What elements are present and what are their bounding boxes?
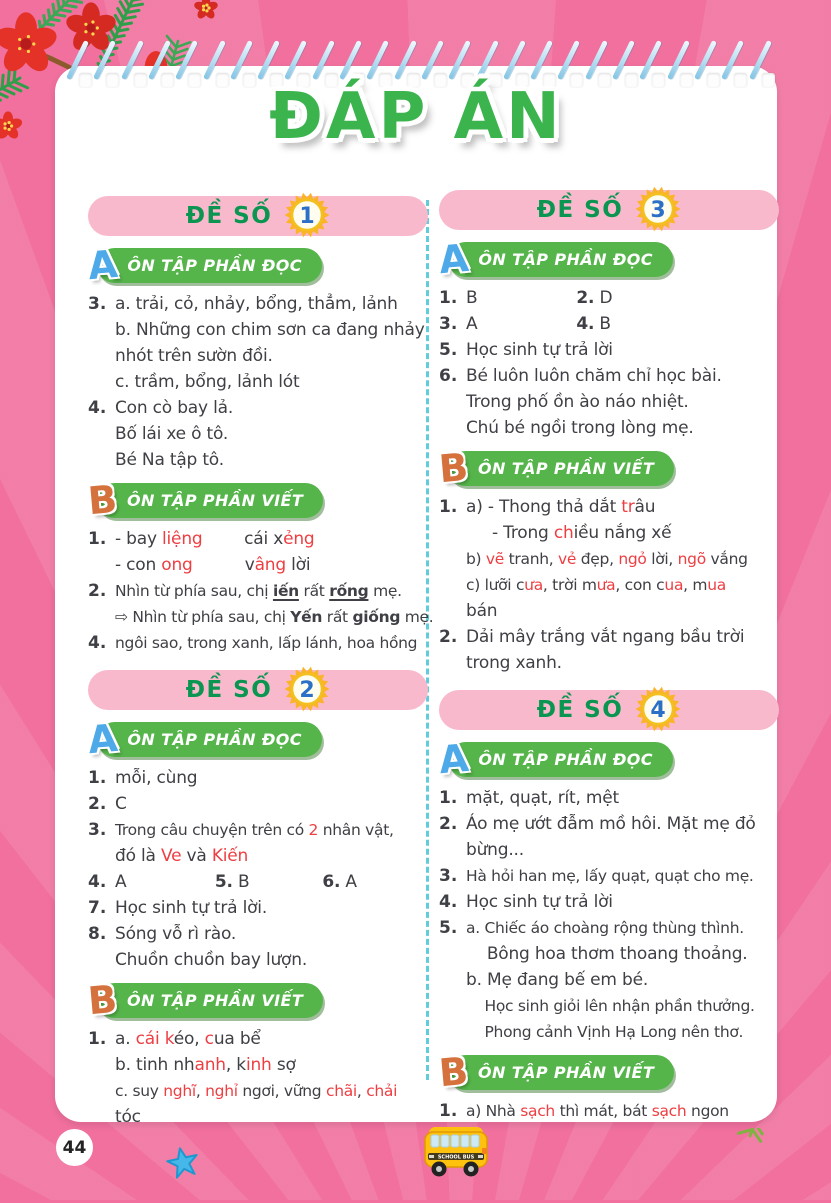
text-run: b. Những con chim sơn ca đang nhảy [115,320,425,340]
text-run: vẻ [558,550,576,568]
text-run: tr [621,497,634,517]
test-header [439,190,779,230]
answer-lines [466,311,779,337]
item-number: 4. [88,630,115,656]
text-run: a. [115,1029,136,1049]
text-run: Nhìn từ phía sau, chị [115,582,273,600]
part-header [439,449,779,487]
text-run: a) Nhà [466,1102,520,1120]
answer-line [115,630,428,656]
text-run: Ve [161,846,181,866]
item-number: 4. [88,395,115,421]
text-run: Kiến [212,846,248,866]
text-run: ong [161,555,192,575]
answer-line [466,1019,779,1045]
item-number: 1. [88,526,115,552]
text-run: v [245,555,255,575]
answer-item [88,395,428,473]
part-header [88,720,428,758]
test-header [88,670,428,710]
text-run: âu [635,497,656,517]
text-run [203,529,245,549]
letter-b-icon: B [437,448,469,488]
text-run: ua bể [214,1029,261,1049]
text-run [477,314,576,334]
page-number-badge: 44 [56,1129,93,1166]
answer-item [439,337,779,363]
text-run: chãi [326,1082,357,1100]
text-run: nhân vật, [318,821,394,839]
text-run: c) lưỡi c [466,576,524,594]
answer-line [115,369,428,395]
answer-line [115,1052,428,1078]
text-run: , [196,1082,205,1100]
sun-number-badge [284,192,330,238]
svg-text:4: 4 [651,698,666,723]
part-header [439,240,779,278]
text-run: a. Chiếc áo choàng rộng thùng thình. [466,919,744,937]
letter-b-icon: B [86,480,118,520]
fern-leaf-icon [700,1128,780,1203]
text-run: 6. [322,872,340,892]
text-run: ưa [524,576,543,594]
answer-item [88,895,428,921]
answer-line [115,765,428,791]
text-run: - con [115,555,161,575]
test-title: ĐỀ SỐ [186,677,273,703]
answer-lines [115,578,428,630]
text-run: - Trong [466,523,554,543]
text-run: thì mát, bát [555,1102,652,1120]
text-run: B [233,872,250,892]
text-run: nghỉ [205,1082,238,1100]
text-run: B [594,314,611,334]
answer-item [439,785,779,811]
text-run: iều nắng xế [574,523,672,543]
text-run: Dải mây trắng vắt ngang bầu trời [466,627,744,647]
text-run: Chuồn chuồn bay lượn. [115,950,307,970]
item-number: 4. [439,889,466,915]
text-run: Học sinh tự trả lời [466,340,613,360]
answer-item [439,624,779,676]
text-run: iến [273,582,299,600]
answer-line [466,389,779,415]
text-run: ⇨ Nhìn từ phía sau, chị [115,608,290,626]
text-run: Học sinh tự trả lời [466,892,613,912]
answer-line [115,791,428,817]
text-run: liệng [162,529,202,549]
item-number: 1. [88,1026,115,1052]
text-run: , m [683,576,707,594]
answer-line [466,993,779,1019]
item-number: 1. [439,285,466,311]
text-run: C [115,794,127,814]
answer-item [88,526,428,578]
answer-line [115,395,428,421]
answer-line [466,598,779,624]
answer-lines [466,494,779,624]
answer-line [466,624,779,650]
text-run: Bé Na tập tô. [115,450,224,470]
text-run: Hà hỏi han mẹ, lấy quạt, quạt cho mẹ. [466,867,754,885]
sun-number-badge [284,666,330,712]
answer-line [115,843,428,869]
text-run: inh [246,1055,272,1075]
text-run: và [181,846,212,866]
text-run: a. trải, cỏ, nhảy, bổng, thẳm, lảnh [115,294,398,314]
text-run: B [466,288,477,308]
part-header [88,481,428,519]
svg-text:SCHOOL BUS: SCHOOL BUS [438,1155,475,1161]
text-run: nghĩ [163,1082,196,1100]
item-number: 2. [439,624,466,650]
answer-item [88,578,428,630]
item-number: 2. [88,578,115,604]
text-run: , con c [615,576,664,594]
answer-line [466,811,779,837]
answer-lines [115,921,428,973]
svg-text:1: 1 [300,204,315,229]
text-run: bán [466,601,497,621]
answer-line [466,863,779,889]
text-run [193,555,245,575]
answer-line [466,650,779,676]
text-run: , [357,1082,366,1100]
text-run: , k [226,1055,246,1075]
school-bus-icon [418,1122,494,1182]
item-number: 5. [439,915,466,941]
text-run: vẽ [486,550,504,568]
answer-item [439,811,779,863]
answer-line [115,447,428,473]
part-label-pill: ÔN TẬP PHẦN ĐỌC [448,742,672,777]
text-run [477,288,576,308]
answer-lines [115,1026,428,1130]
letter-a-icon: A [437,739,470,779]
text-run: ưa [597,576,616,594]
answer-item [439,494,779,624]
answer-item [88,291,428,395]
item-number: 6. [439,363,466,389]
answer-item [88,869,428,895]
letter-a-icon: A [86,719,119,759]
notebook-page [55,66,777,1122]
text-run: - bay [115,529,162,549]
answer-lines [115,630,428,656]
text-run [126,872,214,892]
text-run: cái [136,1029,160,1049]
answer-lines [466,785,779,811]
text-run: Học sinh giỏi lên nhận phần thưởng. [466,997,755,1015]
text-run: rất [322,608,352,626]
answer-line [466,915,779,941]
part-label-pill: ÔN TẬP PHẦN ĐỌC [97,248,321,283]
test-title: ĐỀ SỐ [537,697,624,723]
answer-line [466,415,779,441]
text-run: 2 [309,821,319,839]
text-run: c [205,1029,214,1049]
part-label-pill: ÔN TẬP PHẦN ĐỌC [448,242,672,277]
text-run: Phong cảnh Vịnh Hạ Long nên thơ. [466,1023,743,1041]
text-run: tóc [115,1107,141,1127]
text-run: b. tinh nh [115,1055,195,1075]
answer-item [88,1026,428,1130]
page-title: ĐÁP ÁN [55,80,777,154]
text-run: Bố lái xe ô tô. [115,424,228,444]
text-run: Học sinh tự trả lời. [115,898,267,918]
sun-number-badge [635,186,681,232]
text-run: ch [554,523,574,543]
text-run: ngon [686,1102,728,1120]
answer-line [115,921,428,947]
item-number: 2. [439,811,466,837]
answer-line [115,526,428,552]
answer-lines [466,863,779,889]
test-header [88,196,428,236]
text-run: , trời m [543,576,597,594]
text-run: ngõ [678,550,706,568]
test-section-1 [88,196,428,656]
part-header [439,740,779,778]
item-number: 7. [88,895,115,921]
text-run: lời, [647,550,678,568]
answer-line [115,817,428,843]
answer-item [439,285,779,311]
item-number: 5. [439,337,466,363]
item-number: 1. [439,494,466,520]
text-run: bừng... [466,840,524,860]
answer-line [466,837,779,863]
part-label-pill: ÔN TẬP PHẦN ĐỌC [97,722,321,757]
item-number: 2. [88,791,115,817]
item-number: 3. [439,863,466,889]
answer-lines [466,363,779,441]
text-run: c. suy [115,1082,163,1100]
text-run: sạch [520,1102,555,1120]
text-run: ngơi, vững [238,1082,326,1100]
answer-item [439,363,779,441]
letter-b-icon: B [437,1052,469,1092]
answer-lines [466,337,779,363]
test-section-2 [88,670,428,1130]
text-run: Áo mẹ ướt đẫm mồ hôi. Mặt mẹ đỏ [466,814,756,834]
answer-line [466,363,779,389]
answer-line [466,494,779,520]
test-section-3 [439,190,779,676]
answer-lines [466,915,779,1045]
text-run: Yến [290,608,322,626]
answer-line [466,941,779,967]
text-run: Chú bé ngồi trong lòng mẹ. [466,418,694,438]
part-label-pill: ÔN TẬP PHẦN VIẾT [97,983,323,1018]
item-number: 3. [88,817,115,843]
text-run [249,872,322,892]
text-run: anh [195,1055,226,1075]
svg-text:3: 3 [651,198,666,223]
text-run: rất [299,582,329,600]
text-run: 4. [576,314,594,334]
text-run: D [594,288,612,308]
answer-line [466,1098,779,1124]
answer-line [115,869,428,895]
text-run: Trong câu chuyện trên có [115,821,309,839]
answer-lines [115,526,428,578]
answer-lines [115,291,428,395]
answer-line [466,337,779,363]
item-number: 4. [88,869,115,895]
text-run: mẹ. [400,608,433,626]
text-run: k [165,1029,174,1049]
text-run: đẹp, [576,550,618,568]
answer-line [115,604,428,630]
text-run: vắng [706,550,748,568]
answer-line [115,552,428,578]
answer-lines [466,811,779,863]
answer-item [439,311,779,337]
text-run: giống [352,608,400,626]
answer-line [466,785,779,811]
item-number: 1. [88,765,115,791]
part-header [88,981,428,1019]
part-label-pill: ÔN TẬP PHẦN VIẾT [448,1055,674,1090]
left-column [88,196,428,1130]
answer-lines [115,869,428,895]
item-number: 1. [439,785,466,811]
text-run: b. Mẹ đang bế em bé. [466,970,648,990]
text-run: ua [664,576,683,594]
test-title: ĐỀ SỐ [537,197,624,223]
answer-line [115,895,428,921]
answer-item [88,630,428,656]
answer-line [466,889,779,915]
letter-a-icon: A [437,239,470,279]
answer-lines [466,1098,779,1124]
svg-text:2: 2 [300,678,315,703]
letter-a-icon: A [86,245,119,285]
answer-line [115,291,428,317]
answer-line [115,1078,428,1104]
answer-lines [115,791,428,817]
answer-lines [115,395,428,473]
answer-item [439,915,779,1045]
answer-item [88,921,428,973]
answer-lines [466,624,779,676]
text-run: Con cò bay lả. [115,398,233,418]
answer-line [466,967,779,993]
sun-number-badge [635,686,681,732]
answer-lines [115,817,428,869]
test-section-4 [439,690,779,1124]
answer-line [466,285,779,311]
answer-line [115,1026,428,1052]
letter-b-icon: B [86,980,118,1020]
answer-lines [466,285,779,311]
text-run: Sóng vỗ rì rào. [115,924,236,944]
answer-line [115,947,428,973]
answer-line [466,572,779,598]
text-run: A [340,872,357,892]
text-run: cái x [244,529,283,549]
answer-line [115,343,428,369]
text-run: đó là [115,846,161,866]
text-run: Bông hoa thơm thoang thoảng. [466,944,748,964]
text-run: 5. [215,872,233,892]
text-run: 2. [576,288,594,308]
item-number: 8. [88,921,115,947]
text-run: mẹ. [368,582,401,600]
text-run: éo, [174,1029,205,1049]
answer-item [88,791,428,817]
text-run: mỗi, cùng [115,768,197,788]
text-run: A [466,314,477,334]
part-label-pill: ÔN TẬP PHẦN VIẾT [448,451,674,486]
answer-line [115,1104,428,1130]
answer-item [88,765,428,791]
item-number: 3. [439,311,466,337]
answer-lines [115,765,428,791]
answer-item [439,863,779,889]
text-run: c. trầm, bổng, lảnh lót [115,372,299,392]
text-run: trong xanh. [466,653,562,673]
answer-lines [115,895,428,921]
text-run: ẻng [283,529,314,549]
text-run: ua [707,576,726,594]
part-label-pill: ÔN TẬP PHẦN VIẾT [97,483,323,518]
answer-item [439,889,779,915]
text-run: mặt, quạt, rít, mệt [466,788,619,808]
answer-item [88,817,428,869]
part-header [439,1053,779,1091]
text-run: ngỏ [618,550,646,568]
answer-lines [466,889,779,915]
right-column [439,190,779,1124]
answer-line [115,578,428,604]
text-run: Bé luôn luôn chăm chỉ học bài. [466,366,722,386]
text-run: sợ [272,1055,296,1075]
starfish-icon [166,1146,200,1180]
text-run: rống [329,582,368,600]
test-title: ĐỀ SỐ [186,203,273,229]
text-run: nhót trên sườn đồi. [115,346,273,366]
answer-line [466,520,779,546]
answer-line [466,311,779,337]
answer-item [439,1098,779,1124]
text-run: b) [466,550,486,568]
text-run: a) - Thong thả dắt [466,497,621,517]
answer-line [115,317,428,343]
answer-line [466,546,779,572]
text-run: âng [255,555,286,575]
text-run: lời [286,555,310,575]
part-header [88,246,428,284]
text-run: Trong phố ồn ào náo nhiệt. [466,392,689,412]
text-run: ngôi sao, trong xanh, lấp lánh, hoa hồng [115,634,417,652]
item-number: 1. [439,1098,466,1124]
text-run: tranh, [504,550,558,568]
text-run: chải [366,1082,397,1100]
text-run: A [115,872,126,892]
text-run: sạch [652,1102,687,1120]
answer-line [115,421,428,447]
item-number: 3. [88,291,115,317]
test-header [439,690,779,730]
